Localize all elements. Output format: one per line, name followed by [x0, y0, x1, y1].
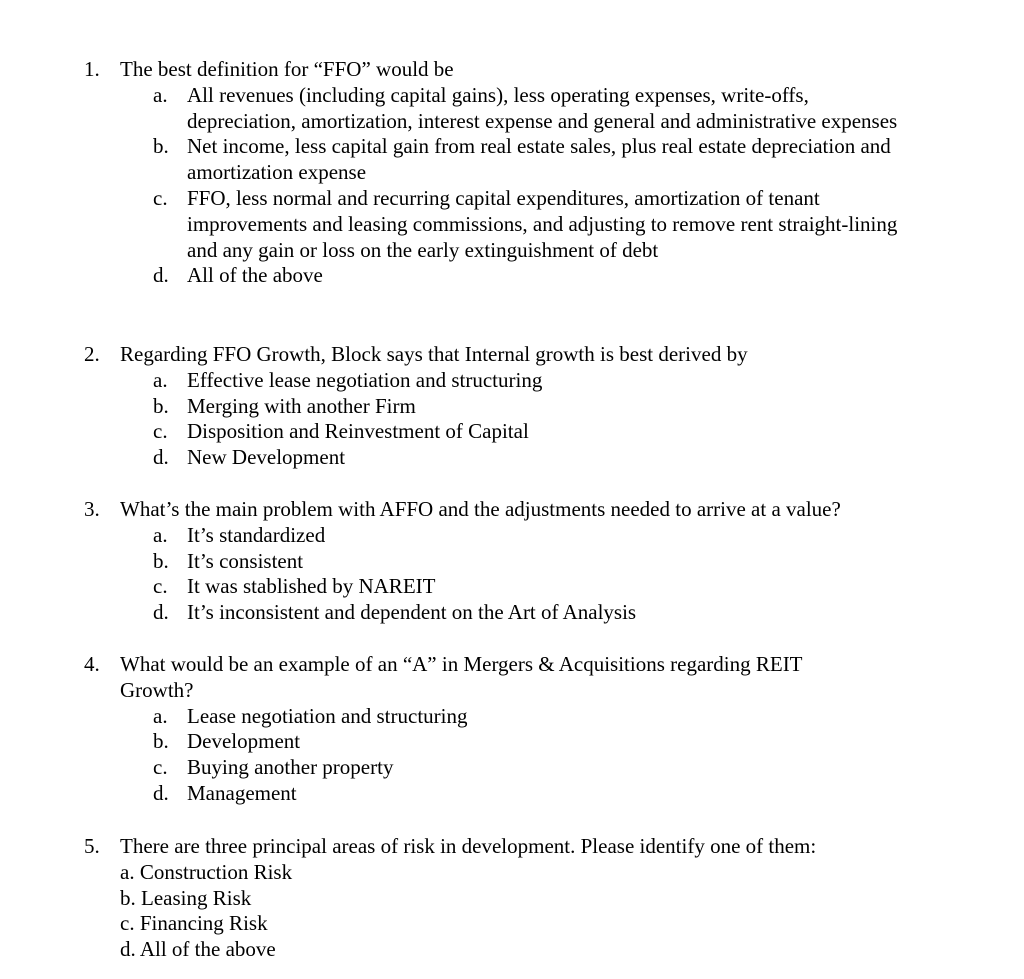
option-letter: a.: [153, 703, 168, 728]
question-text: What’s the main problem with AFFO and the adjustments needed to arrive at a value?: [120, 497, 841, 521]
option-letter: a.: [153, 522, 168, 547]
question-number: 5.: [84, 834, 100, 858]
option-letter: b.: [153, 729, 169, 754]
option-b: b. Leasing Risk: [120, 885, 252, 910]
option-letter: c.: [153, 185, 168, 210]
option-c: [0, 419, 1024, 445]
option-text: Net income, less capital gain from real estate sales, plus real estate depreciation and amortization expense: [187, 134, 891, 185]
option-letter: c.: [153, 419, 168, 444]
option-list: [0, 368, 1024, 471]
option-b: [0, 729, 1024, 755]
option-text: FFO, less normal and recurring capital expenditures, amortization of tenant improvements and leasing commissions, and adjusting to remove rent straight-lining and any gain or loss on the early extinguishment of debt: [187, 185, 898, 262]
option-letter: d.: [153, 600, 169, 625]
option-a: [0, 368, 1024, 394]
option-letter: a.: [153, 82, 168, 107]
option-d: [0, 600, 1024, 626]
option-a: a. Construction Risk: [120, 859, 293, 884]
option-d: [0, 263, 1024, 289]
option-letter: d.: [153, 263, 169, 288]
question-text: What would be an example of an “A” in Mergers & Acquisitions regarding REIT Growth?: [120, 652, 803, 702]
option-text: It’s consistent: [187, 548, 304, 573]
option-b: [0, 549, 1024, 575]
option-list: [0, 523, 1024, 626]
option-text: Merging with another Firm: [187, 393, 416, 418]
option-c: c. Financing Risk: [120, 911, 268, 936]
option-letter: d.: [153, 445, 169, 470]
option-letter: b.: [153, 548, 169, 573]
option-a: [0, 83, 1024, 135]
option-letter: c.: [153, 574, 168, 599]
option-b: [0, 134, 1024, 186]
question-number: 2.: [84, 342, 100, 366]
option-text: Effective lease negotiation and structuring: [187, 367, 543, 392]
option-text: Buying another property: [187, 755, 394, 780]
option-text: It’s inconsistent and dependent on the Art of Analysis: [187, 600, 637, 625]
option-letter: b.: [153, 393, 169, 418]
option-text: New Development: [187, 445, 346, 470]
option-c: [0, 186, 1024, 263]
option-text: Development: [187, 729, 301, 754]
option-letter: a.: [153, 367, 168, 392]
option-list: [120, 860, 920, 963]
option-text: All revenues (including capital gains), less operating expenses, write-offs, depreciation, amortization, interest expense and general and administrative expenses: [187, 82, 898, 133]
option-d: [0, 445, 1024, 471]
question-number: 3.: [84, 497, 100, 521]
option-list: [0, 83, 1024, 289]
question-text: There are three principal areas of risk in development. Please identify one of them:: [120, 834, 817, 858]
option-text: Management: [187, 780, 297, 805]
option-c: [0, 574, 1024, 600]
option-b: [0, 394, 1024, 420]
option-d: d. All of the above: [120, 937, 276, 962]
question-number: 4.: [84, 652, 100, 676]
option-d: [0, 781, 1024, 807]
option-a: [0, 704, 1024, 730]
option-a: [0, 523, 1024, 549]
option-list: [0, 704, 1024, 807]
option-text: It’s standardized: [187, 522, 326, 547]
option-letter: c.: [153, 755, 168, 780]
option-letter: b.: [153, 134, 169, 159]
option-text: It was stablished by NAREIT: [187, 574, 436, 599]
question-text: The best definition for “FFO” would be: [120, 57, 454, 81]
option-c: [0, 755, 1024, 781]
question-text: Regarding FFO Growth, Block says that Internal growth is best derived by: [120, 342, 748, 366]
option-text: Lease negotiation and structuring: [187, 703, 468, 728]
option-text: All of the above: [187, 263, 323, 288]
option-text: Disposition and Reinvestment of Capital: [187, 419, 529, 444]
question-number: 1.: [84, 57, 100, 81]
option-letter: d.: [153, 780, 169, 805]
